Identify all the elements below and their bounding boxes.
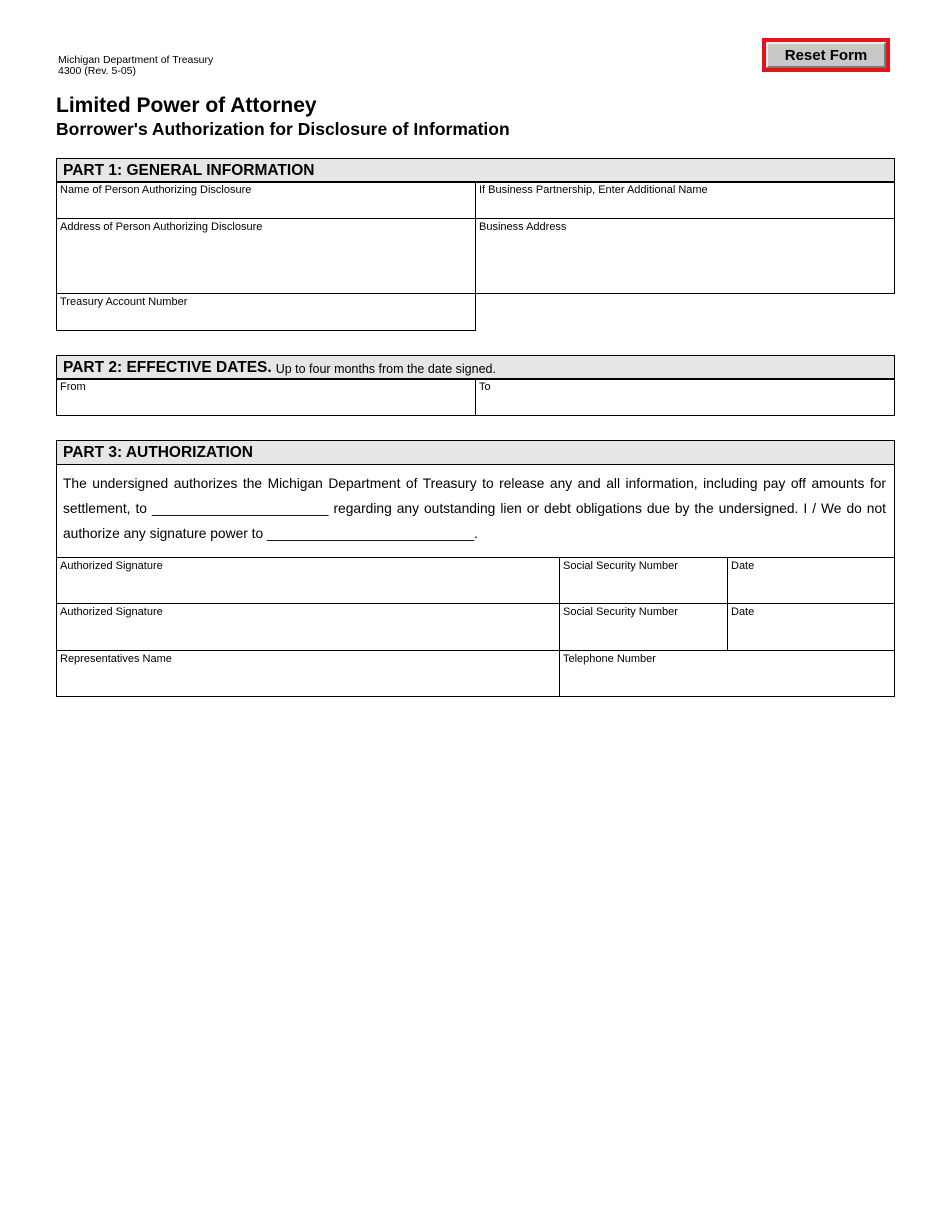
name-field[interactable] bbox=[56, 181, 476, 219]
business-address-field[interactable] bbox=[475, 218, 895, 294]
partnership-name-label: If Business Partnership, Enter Additional Name bbox=[479, 184, 708, 196]
part1-heading-text: PART 1: GENERAL INFORMATION bbox=[63, 161, 315, 179]
reset-form-label[interactable]: Reset Form bbox=[766, 42, 886, 68]
treasury-account-field[interactable] bbox=[56, 293, 476, 331]
date1-field[interactable] bbox=[727, 557, 895, 604]
part1-heading bbox=[57, 159, 894, 183]
part3-heading bbox=[57, 441, 894, 465]
part3-heading-text: PART 3: AUTHORIZATION bbox=[63, 443, 254, 461]
address-label: Address of Person Authorizing Disclosure bbox=[60, 221, 263, 233]
from-date-field[interactable] bbox=[56, 378, 476, 416]
address-field[interactable] bbox=[56, 218, 476, 294]
representative-name-field[interactable] bbox=[56, 650, 560, 697]
name-label: Name of Person Authorizing Disclosure bbox=[60, 184, 252, 196]
agency-block bbox=[58, 55, 213, 77]
business-address-label: Business Address bbox=[479, 221, 567, 233]
ssn2-label: Social Security Number bbox=[563, 606, 678, 618]
signature2-label: Authorized Signature bbox=[60, 606, 163, 618]
reset-form-button[interactable] bbox=[762, 38, 890, 72]
part3-section bbox=[56, 440, 895, 558]
page-title: Limited Power of Attorney bbox=[56, 94, 317, 117]
from-label: From bbox=[60, 381, 86, 393]
page-subtitle: Borrower's Authorization for Disclosure of Information bbox=[56, 119, 510, 139]
telephone-field[interactable] bbox=[559, 650, 895, 697]
date1-label: Date bbox=[731, 560, 755, 572]
signature1-label: Authorized Signature bbox=[60, 560, 163, 572]
ssn1-field[interactable] bbox=[559, 557, 728, 604]
date2-label: Date bbox=[731, 606, 755, 618]
date2-field[interactable] bbox=[727, 603, 895, 651]
signature2-field[interactable] bbox=[56, 603, 560, 651]
to-label: To bbox=[479, 381, 491, 393]
ssn1-label: Social Security Number bbox=[563, 560, 678, 572]
part2-note: Up to four months from the date signed. bbox=[275, 361, 496, 376]
to-date-field[interactable] bbox=[475, 378, 895, 416]
representative-name-label: Representatives Name bbox=[60, 653, 172, 665]
agency-name: Michigan Department of Treasury bbox=[58, 54, 214, 66]
form-number: 4300 (Rev. 5-05) bbox=[58, 65, 137, 77]
treasury-account-label: Treasury Account Number bbox=[60, 296, 188, 308]
ssn2-field[interactable] bbox=[559, 603, 728, 651]
part2-section bbox=[56, 355, 895, 379]
authorization-paragraph: The undersigned authorizes the Michigan Department of Treasury to release any and all information, including pay off amounts for settlement, to _______________________ regarding any outstanding lien or debt obligations due by the undersigned. I / We do not authorize any signature power to ___________________________. bbox=[63, 476, 886, 541]
telephone-label: Telephone Number bbox=[563, 653, 656, 665]
signature1-field[interactable] bbox=[56, 557, 560, 604]
partnership-name-field[interactable] bbox=[475, 181, 895, 219]
part2-heading bbox=[57, 356, 894, 380]
part2-heading-text: PART 2: EFFECTIVE DATES. bbox=[63, 358, 272, 376]
